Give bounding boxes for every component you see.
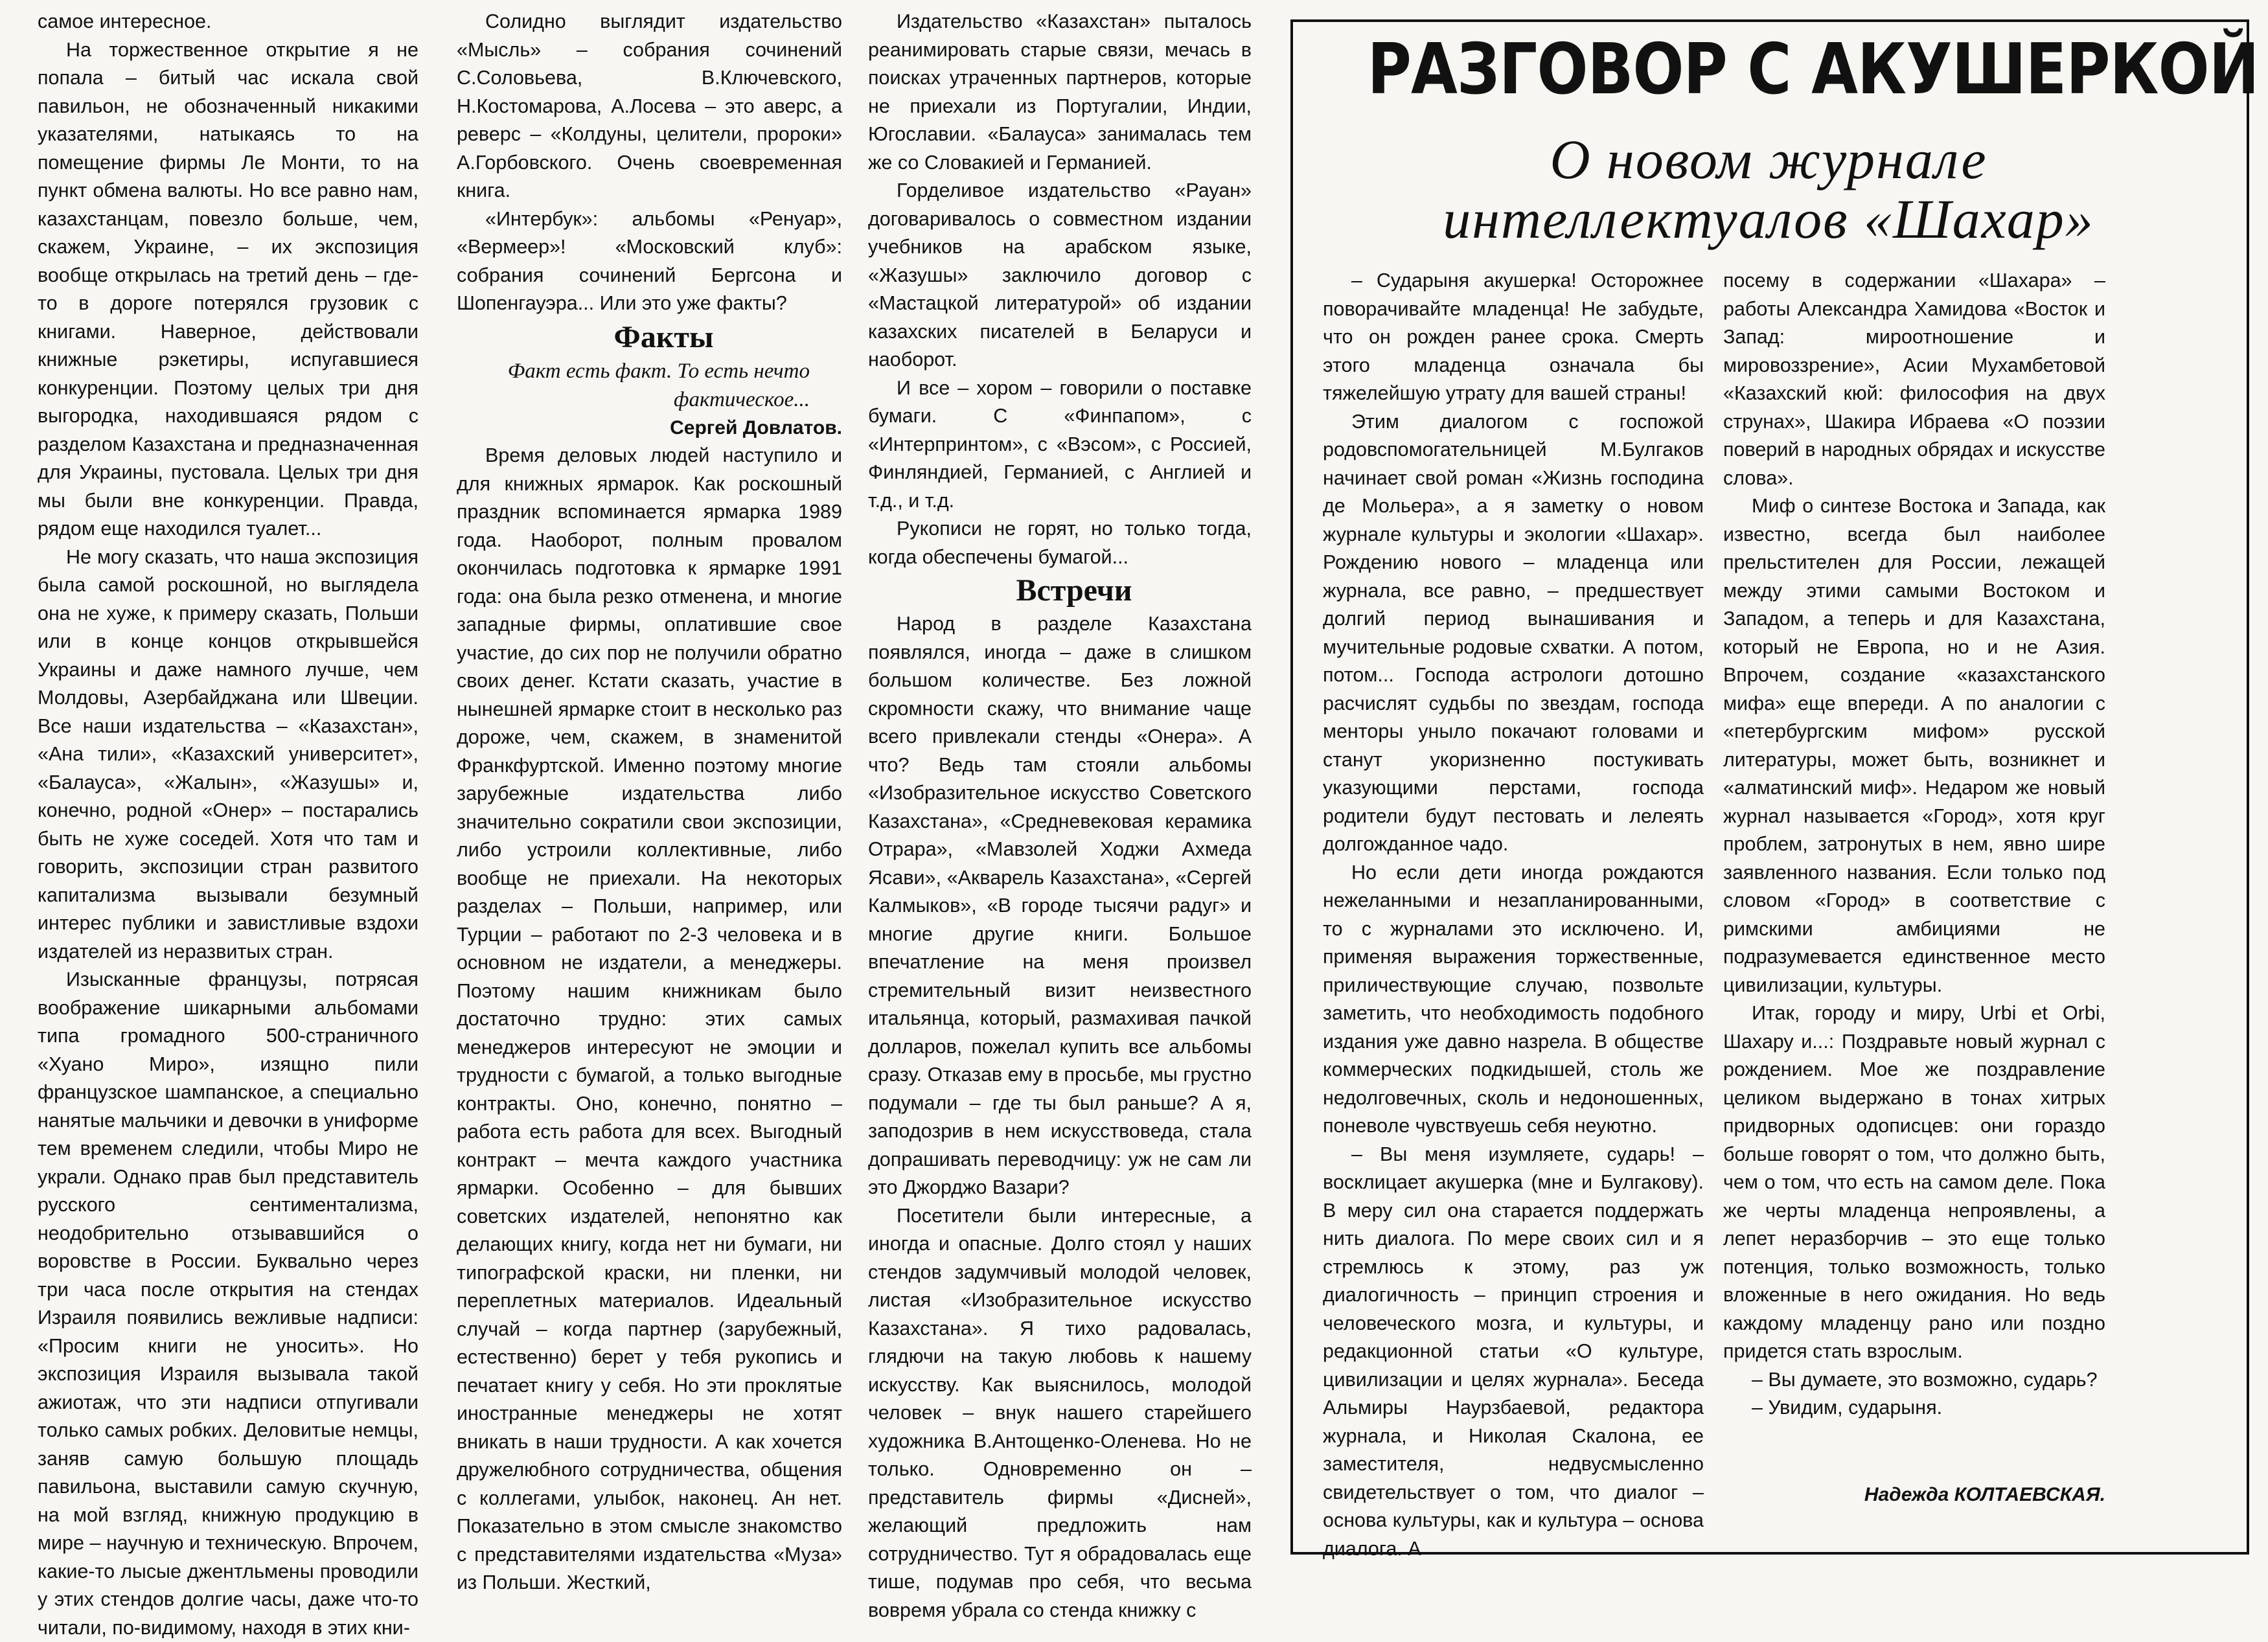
paragraph: И все – хором – говорили о поставке бумаги. С «Финпапом», с «Интерпринтом», с «Вэсом», с Россией, Финляндией, Германией, с Англией и т.д., и т.д. [868, 376, 1252, 512]
article-column-2 [1723, 267, 2105, 1485]
paragraph: «Интербук»: альбомы «Ренуар», «Вермеер»! «Московский клуб»: собрания сочинений Бергсона и Шопенгауэра... Или это уже факты? [457, 207, 842, 314]
epigraph: Факт есть факт. То есть нечто фактическое... [507, 359, 810, 411]
paragraph: Миф о синтезе Востока и Запада, как известно, всегда был наиболее прельстителен для России, лежащей между этими самыми Востоком и Западом, а теперь и для Казахстана, который не Европа, но и не Азия. Впрочем, создание «казахстанского мифа» еще впереди. А по аналогии с «петербургским мифом» русской литературы, может быть, возникнет и «алматинский миф». Недаром же новый журнал называется «Город», хотя круг проблем, затронутых в нем, явно шире заявленного названия. Если только под словом «Город» в соответствие с римскими амбициями не подразумевается единственное место цивилизации, культуры. [1723, 495, 2105, 996]
paragraph: Рукописи не горят, но только тогда, когда обеспечены бумагой... [868, 518, 1252, 568]
author-signature: Надежда КОЛТАЕВСКАЯ. [1864, 1484, 2105, 1505]
paragraph: Горделивое издательство «Рауан» договаривалось о совместном издании учебников на арабском языке, «Жазушы» заключило договор с «Мастацкой литературой» об издании казахских писателей в Беларуси и наоборот. [868, 179, 1252, 371]
paragraph: – Увидим, сударыня. [1752, 1397, 1943, 1419]
paragraph: – Сударыня акушерка! Осторожнее поворачивайте младенца! Не забудьте, что он рожден ранее срока. Смерть этого младенца означала бы тяжелейшую утрату для вашей страны! [1323, 269, 1704, 404]
paragraph: Этим диалогом с госпожой родовспомогательницей М.Булгаков начинает свой роман «Жизнь господина де Мольера», а я заметку о новом журнале культуры и экологии «Шахар». Рождению нового – младенца или журнала, все равно, – предшествует долгий период вынашивания и мучительные родовые схватки. А потом, потом... Господа астрологи дотошно расчислят судьбы по звездам, господа менторы уныло покачают головами и станут укоризненно постукивать указующими перстами, господа родители будут пестовать и лелеять долгожданное чадо. [1323, 410, 1704, 855]
paragraph: – Вы меня изумляете, сударь! – восклицает акушерка (мне и Булгакову). В меру сил она старается поддержать нить диалога. По мере своих сил и я стремлюсь к этому, раз уж диалогичность – принцип строения и человеческого мозга, и культуры, и редакционной статьи «О культуре, цивилизации и целях журнала». Беседа Альмиры Наурзбаевой, редактора журнала, и Николая Скалона, ее заместителя, недвусмысленно свидетельствует о том, что диалог – основа культуры, как и культура – основа диалога. А [1323, 1143, 1704, 1560]
subtitle-line-2: интеллектуалов «Шахар» [1443, 188, 2094, 250]
subtitle-line-1: О новом журнале [1550, 128, 1987, 190]
epigraph-author: Сергей Довлатов. [670, 416, 842, 439]
paragraph: посему в содержании «Шахара» – работы Александра Хамидова «Восток и Запад: мироотношение и мировоззрение», Асии Мухамбетовой «Казахский кюй: философия на двух струнах», Шакира Ибраева «О поэзии поверий в народных обрядах и искусстве слова». [1723, 269, 2105, 489]
section-title-meetings: Встречи [1016, 573, 1132, 608]
paragraph: Не могу сказать, что наша экспозиция была самой роскошной, но выглядела она не хуже, к примеру сказать, Польши или в конце концов открывшейся Украины и даже намного лучше, чем Молдовы, Азербайджана или Швеции. Все наши издательства – «Казахстан», «Ана тили», «Казахский университет», «Балауса», «Жалын», «Жазушы» и, конечно, родной «Онер» – постарались быть не хуже соседей. Хотя что там и говорить, экспозиции стран развитого капитализма вызывали безумный интерес публики и завистливые вздохи издателей из неразвитых стран. [38, 545, 418, 963]
paragraph: Время деловых людей наступило и для книжных ярмарок. Как роскошный праздник вспоминается ярмарка 1989 года. Наоборот, полным провалом окончилась подготовка к ярмарке 1991 года: она была резко отменена, и многие западные фирмы, оплатившие свое участие, до сих пор не получили обратно своих денег. Кстати сказать, участие в нынешней ярмарке стоит в несколько раз дороже, чем, скажем, в знаменитой Франкфуртской. Именно поэтому многие зарубежные издательства либо значительно сократили свои экспозиции, либо устроили коллективные, либо вообще не приехали. На некоторых разделах – Польши, например, или Турции – работают по 2-3 человека и в основном не издатели, а менеджеры. Поэтому нашим книжникам было достаточно трудно: этих самых менеджеров интересуют не эмоции и трудности с бумагой, а только выгодные контракты. Оно, конечно, понятно – работа есть работа для всех. Выгодный контракт – мечта каждого участника ярмарки. Особенно – для бывших советских издателей, непонятно как делающих книгу, когда нет ни бумаги, ни типографской краски, ни пленки, ни переплетных материалов. Идеальный случай – когда партнер (зарубежный, естественно) берет у тебя рукопись и печатает книгу у себя. Но эти проклятые иностранные менеджеры не хотят вникать в наши трудности. А как хочется дружелюбного сотрудничества, общения с коллегами, улыбок, наконец. Ан нет. Показательно в этом смысле знакомство с представителями издательства «Муза» из Польши. Жесткий, [457, 444, 842, 1593]
paragraph: Но если дети иногда рождаются нежеланными и незапланированными, то с журналами это исключено. И, применяя выражения торжественные, приличествующие случаю, позвольте заметить, что необходимость подобного издания уже давно назрела. В обществе коммерческих подкидышей, столь же недолговечных, сколь и недоношенных, поневоле чувствуешь себя неуютно. [1323, 861, 1704, 1137]
paragraph: – Вы думаете, это возможно, сударь? [1752, 1368, 2098, 1391]
paragraph: На торжественное открытие я не попала – битый час искала свой павильон, не обозначенный никакими указателями, натыкаясь то на помещение фирмы Ле Монти, то на пункт обмена валюты. Но все равно нам, казахстанцам, повезло больше, чем, скажем, Украине, – их экспозиция вообще открылась на третий день – где-то в дороге потерялся грузовик с книгами. Наверное, действовали книжные рэкетиры, испугавшиеся конкуренции. Поэтому целых три дня выгородка, находившаяся рядом с разделом Казахстана и предназначенная для Украины, пустовала. Целых три дня мы были вне конкуренции. Правда, рядом еще находился туалет... [38, 38, 418, 540]
section-title-facts: Факты [613, 319, 714, 354]
paragraph: Солидно выглядит издательство «Мысль» – собрания сочинений С.Соловьева, В.Ключевского, Н.Костомарова, А.Лосева – это аверс, а реверс – «Колдуны, целители, пророки» А.Горбовского. Очень своевременная книга. [457, 10, 842, 201]
paragraph: Изысканные французы, потрясая воображение шикарными альбомами типа громадного 500-страничного «Хуано Миро», изящно пили французское шампанское, а специально нанятые мальчики и девочки в униформе тем временем следили, чтобы Миро не украли. Однако прав был представитель русского сентиментализма, неодобрительно отзывавшийся о воровстве в России. Буквально через три часа после открытия на стендах Израиля появились вежливые надписи: «Просим книги не уносить». Но экспозиция Израиля вызывала такой ажиотаж, что эти надписи отпугивали только самых робких. Деловитые немцы, заняв самую большую площадь павильона, выставили самую скучную, на мой взгляд, книжную продукцию в мире – научную и техническую. Впрочем, какие-то лысые джентльмены проводили у этих стендов долгие часы, даже что-то читали, по-видимому, находя в этих кни- [38, 968, 418, 1639]
paragraph: Народ в разделе Казахстана появлялся, иногда – даже в слишком большом количестве. Без ложной скромности скажу, что внимание чаще всего привлекали стенды «Онера». А что? Ведь там стояли альбомы «Изобразительное искусство Советского Казахстана», «Средневековая керамика Отрара», «Мавзолей Ходжи Ахмеда Ясави», «Акварель Казахстана», «Сергей Калмыков», «В городе тысячи радуг» и многие другие книги. Большое впечатление на меня произвел стремительный визит неизвестного итальянца, который, размахивая пачкой долларов, пожелал купить все альбомы сразу. Отказав ему в просьбе, мы грустно подумали – где ты был раньше? А я, заподозрив в нем искусствоведа, стала допрашивать переводчицу: уж не сам ли это Джорджо Вазари? [868, 613, 1252, 1198]
paragraph: Итак, городу и миру, Urbi et Orbi, Шахару и...: Поздравьте новый журнал с рождением. Мое же поздравление целиком выдержано в тонах хитрых придворных одописцев: они гораздо больше говорят о том, что должно быть, чем о том, что есть на самом деле. Пока же черты младенца непроявлены, а лепет неразборчив – это еще только потенция, только возможность, только вложенные в него ожидания. Но ведь каждому младенцу рано или поздно придется стать взрослым. [1723, 1002, 2105, 1362]
column-1 [38, 8, 418, 1639]
article-column-1 [1323, 267, 1704, 1560]
paragraph: Издательство «Казахстан» пыталось реанимировать старые связи, мечась в поисках утраченных партнеров, которые не приехали из Португалии, Индии, Югославии. «Балауса» занималась тем же со Словакией и Германией. [868, 10, 1252, 174]
article-subtitle [1302, 130, 2235, 249]
column-3 [868, 8, 1252, 1621]
article-headline: РАЗГОВОР С АКУШЕРКОЙ [1367, 29, 2259, 110]
paragraph: самое интересное. [38, 10, 212, 32]
column-2 [457, 8, 842, 1593]
paragraph: Посетители были интересные, а иногда и опасные. Долго стоял у наших стендов задумчивый молодой человек, листая «Изобразительное искусство Казахстана». Я тихо радовалась, глядючи на такую любовь к нашему искусству. Как выяснилось, молодой человек – внук нашего старейшего художника В.Антощенко-Оленева. Но не только. Одновременно он – представитель фирмы «Дисней», желающий предложить нам сотрудничество. Тут я обрадовалась еще тише, подумав про себя, что весьма вовремя убрала со стенда книжку с [868, 1204, 1252, 1621]
